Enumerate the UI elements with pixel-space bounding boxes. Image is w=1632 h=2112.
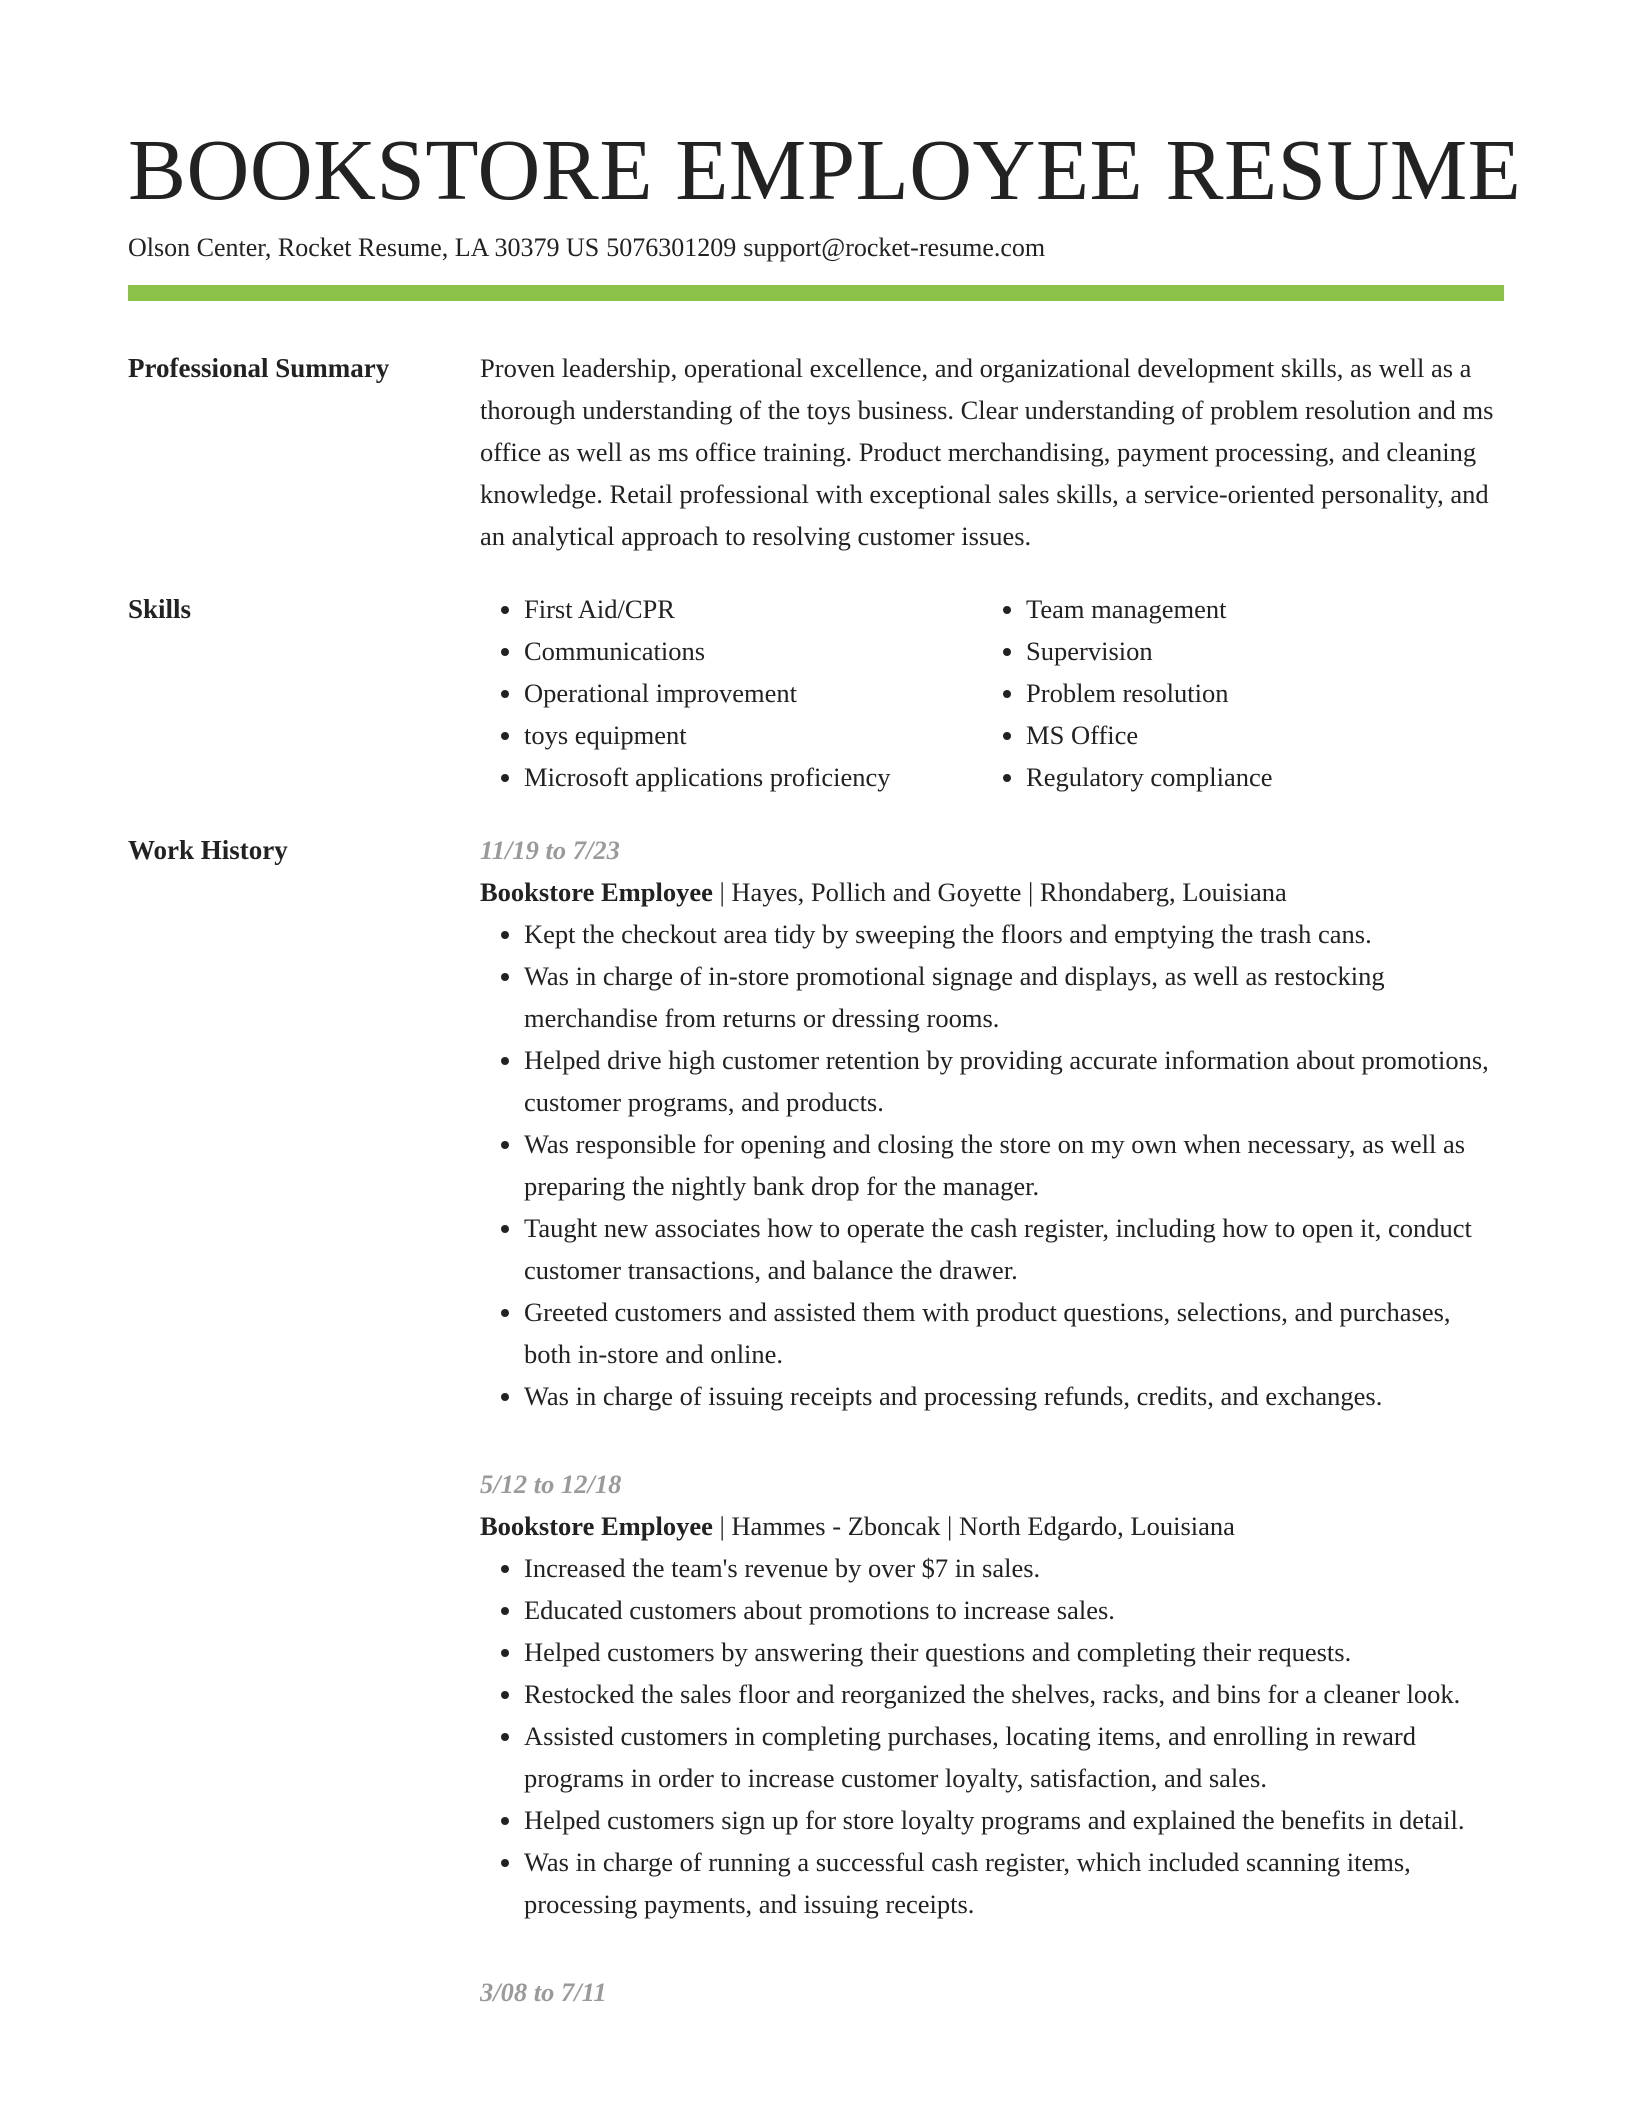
job-bullet: • Was in charge of in-store promotional signage and displays, as well as restocking merchandise from returns or dressing rooms. [524, 955, 1504, 1039]
job-title-line [480, 1505, 1504, 1547]
job-entry [480, 1971, 1504, 2013]
page-title: BOOKSTORE EMPLOYEE RESUME [128, 121, 1522, 218]
summary-text: Proven leadership, operational excellence, and organizational development skills, as well as a thorough understanding of the toys business. Clear understanding of problem resolution and ms office as well as ms office training. Product merchandising, payment processing, and cleaning knowledge. Retail professional with exceptional sales skills, a service-oriented personality, and an analytical approach to resolving customer issues. [480, 353, 1494, 551]
job-bullet: • Greeted customers and assisted them with product questions, selections, and purchases, both in-store and online. [524, 1291, 1504, 1375]
job-bullet: • Taught new associates how to operate the cash register, including how to open it, conduct customer transactions, and balance the drawer. [524, 1207, 1504, 1291]
job-bullet: • Was responsible for opening and closing the store on my own when necessary, as well as preparing the nightly bank drop for the manager. [524, 1123, 1504, 1207]
job-bullet: • Helped customers by answering their questions and completing their requests. [524, 1631, 1504, 1673]
job-dates: 3/08 to 7/11 [480, 1977, 607, 2007]
job-bullet: • Helped customers sign up for store loyalty programs and explained the benefits in detail. [524, 1799, 1504, 1841]
skill-item: • Communications [524, 630, 982, 672]
skill-item: • Regulatory compliance [1026, 756, 1504, 798]
skills-body [480, 588, 1504, 798]
skill-item: • MS Office [1026, 714, 1504, 756]
job-entry [480, 1463, 1504, 1925]
job-bullet: • Assisted customers in completing purchases, locating items, and enrolling in reward programs in order to increase customer loyalty, satisfaction, and sales. [524, 1715, 1504, 1799]
summary-heading: Professional Summary [128, 353, 390, 383]
skill-item: • First Aid/CPR [524, 588, 982, 630]
work-history-heading: Work History [128, 835, 288, 865]
contact-email: support@rocket-resume.com [743, 233, 1046, 262]
job-entry [480, 829, 1504, 1417]
skills-column-2 [982, 588, 1504, 798]
skill-item: • Supervision [1026, 630, 1504, 672]
skill-item: • Team management [1026, 588, 1504, 630]
job-details: | Hammes - Zboncak | North Edgardo, Louisiana [712, 1511, 1235, 1541]
skill-item: • toys equipment [524, 714, 982, 756]
job-bullet: • Helped drive high customer retention by providing accurate information about promotions, customer programs, and products. [524, 1039, 1504, 1123]
job-bullet: • Was in charge of running a successful cash register, which included scanning items, processing payments, and issuing receipts. [524, 1841, 1504, 1925]
skills-column-1 [480, 588, 982, 798]
job-bullet: • Kept the checkout area tidy by sweeping the floors and emptying the trash cans. [524, 913, 1504, 955]
summary-body [480, 347, 1504, 557]
job-title-line [480, 871, 1504, 913]
job-dates: 11/19 to 7/23 [480, 835, 620, 865]
job-bullets [480, 1547, 1504, 1925]
job-bullet: • Restocked the sales floor and reorganized the shelves, racks, and bins for a cleaner look. [524, 1673, 1504, 1715]
contact-line [128, 230, 1045, 266]
skills-grid [480, 588, 1504, 798]
job-title: Bookstore Employee [480, 1511, 713, 1541]
job-title: Bookstore Employee [480, 877, 713, 907]
job-dates: 5/12 to 12/18 [480, 1469, 622, 1499]
contact-address: Olson Center, Rocket Resume, LA 30379 US [128, 233, 600, 262]
job-bullets [480, 913, 1504, 1417]
job-bullet: • Educated customers about promotions to increase sales. [524, 1589, 1504, 1631]
skill-item: • Problem resolution [1026, 672, 1504, 714]
job-bullet: • Was in charge of issuing receipts and processing refunds, credits, and exchanges. [524, 1375, 1504, 1417]
skills-heading: Skills [128, 594, 192, 624]
skill-item: • Microsoft applications proficiency [524, 756, 982, 798]
contact-phone: 5076301209 [606, 233, 737, 262]
work-history-body [480, 829, 1504, 2013]
accent-divider [128, 285, 1504, 301]
skill-item: • Operational improvement [524, 672, 982, 714]
job-details: | Hayes, Pollich and Goyette | Rhondaberg, Louisiana [712, 877, 1287, 907]
job-bullet: • Increased the team's revenue by over $7 in sales. [524, 1547, 1504, 1589]
